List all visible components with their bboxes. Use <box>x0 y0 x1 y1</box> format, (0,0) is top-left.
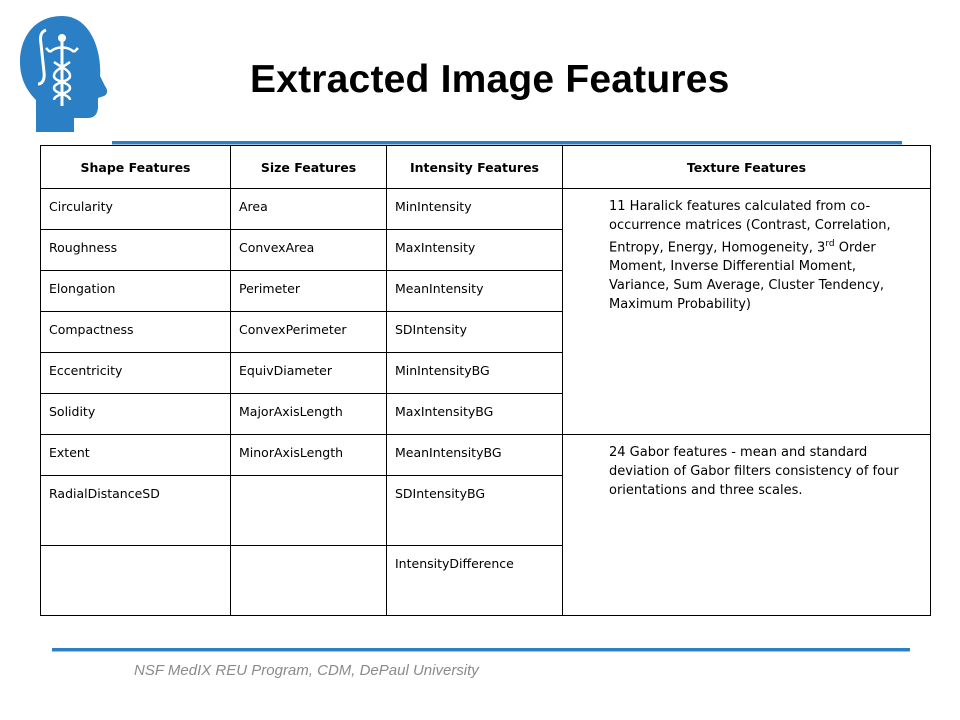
shape-cell: Roughness <box>41 230 231 271</box>
haralick-text-part1: 11 Haralick features calculated from co-occurrence matrices (Contrast, Correlation, Entropy, Energy, Homogeneity, 3 <box>609 199 891 256</box>
table-header-row <box>41 146 931 189</box>
texture-gabor-cell: 24 Gabor features - mean and standard deviation of Gabor filters consistency of four orientations and three scales. <box>563 435 931 616</box>
haralick-superscript: rd <box>825 239 835 249</box>
intensity-cell: IntensityDifference <box>387 546 563 616</box>
texture-haralick-cell <box>563 189 931 435</box>
table-row <box>41 435 931 476</box>
shape-cell: Solidity <box>41 394 231 435</box>
header-texture-features: Texture Features <box>563 146 931 189</box>
head-logo-icon <box>16 14 120 144</box>
header-shape-features: Shape Features <box>41 146 231 189</box>
shape-cell: Compactness <box>41 312 231 353</box>
intensity-cell: MeanIntensity <box>387 271 563 312</box>
intensity-cell: SDIntensityBG <box>387 476 563 546</box>
header-size-features: Size Features <box>231 146 387 189</box>
shape-cell <box>41 546 231 616</box>
shape-cell: Eccentricity <box>41 353 231 394</box>
shape-cell: Elongation <box>41 271 231 312</box>
footer-text: NSF MedIX REU Program, CDM, DePaul University <box>134 662 479 679</box>
intensity-cell: MinIntensityBG <box>387 353 563 394</box>
intensity-cell: SDIntensity <box>387 312 563 353</box>
features-table <box>40 145 931 616</box>
size-cell <box>231 476 387 546</box>
footer-divider-highlight <box>52 651 910 652</box>
table-row <box>41 189 931 230</box>
slide-title: Extracted Image Features <box>250 58 730 101</box>
intensity-cell: MaxIntensity <box>387 230 563 271</box>
size-cell <box>231 546 387 616</box>
shape-cell: RadialDistanceSD <box>41 476 231 546</box>
header-intensity-features: Intensity Features <box>387 146 563 189</box>
size-cell: ConvexPerimeter <box>231 312 387 353</box>
intensity-cell: MeanIntensityBG <box>387 435 563 476</box>
intensity-cell: MaxIntensityBG <box>387 394 563 435</box>
size-cell: MajorAxisLength <box>231 394 387 435</box>
size-cell: Perimeter <box>231 271 387 312</box>
size-cell: MinorAxisLength <box>231 435 387 476</box>
size-cell: Area <box>231 189 387 230</box>
size-cell: ConvexArea <box>231 230 387 271</box>
haralick-text-part2: Order Moment, Inverse Differential Moment, Variance, Sum Average, Cluster Tendency, Maximum Probability) <box>609 240 885 313</box>
shape-cell: Extent <box>41 435 231 476</box>
shape-cell: Circularity <box>41 189 231 230</box>
intensity-cell: MinIntensity <box>387 189 563 230</box>
size-cell: EquivDiameter <box>231 353 387 394</box>
